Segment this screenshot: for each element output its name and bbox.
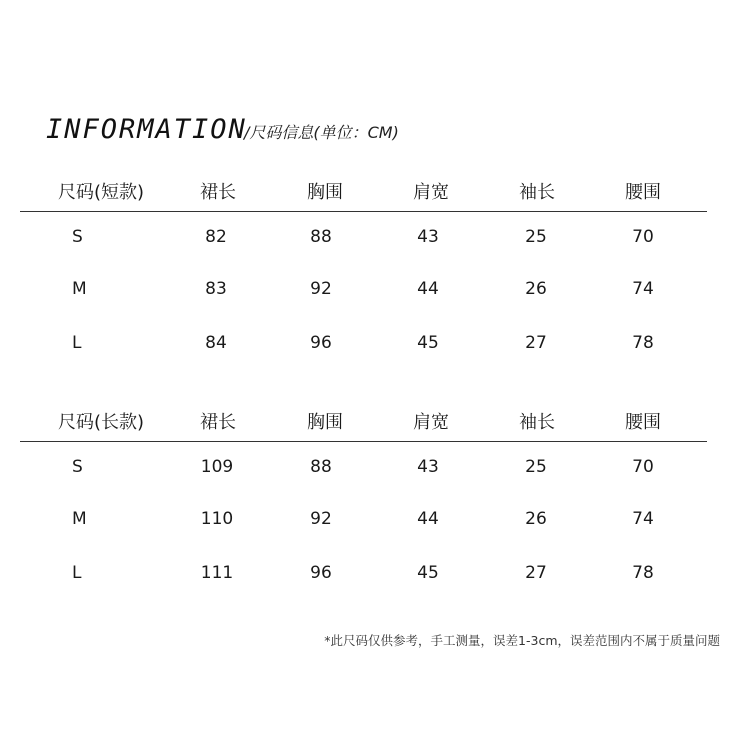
chest-cell: 96 [310, 333, 332, 353]
sleeve-cell: 27 [525, 333, 547, 353]
header-size: 尺码(长款) [58, 412, 145, 433]
header-divider [20, 211, 707, 212]
chest-cell: 88 [310, 227, 332, 247]
header-shoulder: 肩宽 [413, 412, 449, 433]
size-cell: M [72, 279, 87, 299]
header-waist: 腰围 [625, 182, 661, 203]
shoulder-cell: 44 [417, 509, 439, 529]
table-header-row [0, 406, 750, 440]
header-divider [20, 441, 707, 442]
shoulder-cell: 44 [417, 279, 439, 299]
table-header-row [0, 176, 750, 210]
waist-cell: 74 [632, 279, 654, 299]
size-cell: M [72, 509, 87, 529]
waist-cell: 78 [632, 333, 654, 353]
chest-cell: 96 [310, 563, 332, 583]
header-sleeve: 袖长 [519, 412, 555, 433]
shoulder-cell: 43 [417, 457, 439, 477]
skirt-length-cell: 109 [200, 457, 234, 477]
table-row [0, 556, 750, 590]
header-waist: 腰围 [625, 412, 661, 433]
measurement-disclaimer: *此尺码仅供参考，手工测量，误差1-3cm，误差范围内不属于质量问题 [324, 633, 720, 648]
shoulder-cell: 45 [417, 563, 439, 583]
header-skirt-length: 裙长 [200, 182, 236, 203]
skirt-length-cell: 110 [200, 509, 234, 529]
size-cell: L [72, 333, 82, 353]
skirt-length-cell: 83 [205, 279, 227, 299]
header-chest: 胸围 [307, 412, 343, 433]
size-cell: S [72, 227, 83, 247]
header-skirt-length: 裙长 [200, 412, 236, 433]
waist-cell: 78 [632, 563, 654, 583]
header-sleeve: 袖长 [519, 182, 555, 203]
sleeve-cell: 26 [525, 509, 547, 529]
chest-cell: 92 [310, 509, 332, 529]
table-row [0, 326, 750, 360]
skirt-length-cell: 84 [205, 333, 227, 353]
skirt-length-cell: 111 [200, 563, 234, 583]
table-row [0, 450, 750, 484]
waist-cell: 70 [632, 457, 654, 477]
sleeve-cell: 25 [525, 457, 547, 477]
table-row [0, 502, 750, 536]
header-size: 尺码(短款) [58, 182, 145, 203]
header-chest: 胸围 [307, 182, 343, 203]
shoulder-cell: 45 [417, 333, 439, 353]
shoulder-cell: 43 [417, 227, 439, 247]
size-cell: L [72, 563, 82, 583]
table-row [0, 220, 750, 254]
size-cell: S [72, 457, 83, 477]
header-shoulder: 肩宽 [413, 182, 449, 203]
table-row [0, 272, 750, 306]
chest-cell: 92 [310, 279, 332, 299]
skirt-length-cell: 82 [205, 227, 227, 247]
page-title: INFORMATION [46, 114, 247, 145]
sleeve-cell: 25 [525, 227, 547, 247]
sleeve-cell: 27 [525, 563, 547, 583]
page-subtitle: /尺码信息(单位：CM) [244, 123, 399, 142]
waist-cell: 70 [632, 227, 654, 247]
chest-cell: 88 [310, 457, 332, 477]
sleeve-cell: 26 [525, 279, 547, 299]
waist-cell: 74 [632, 509, 654, 529]
